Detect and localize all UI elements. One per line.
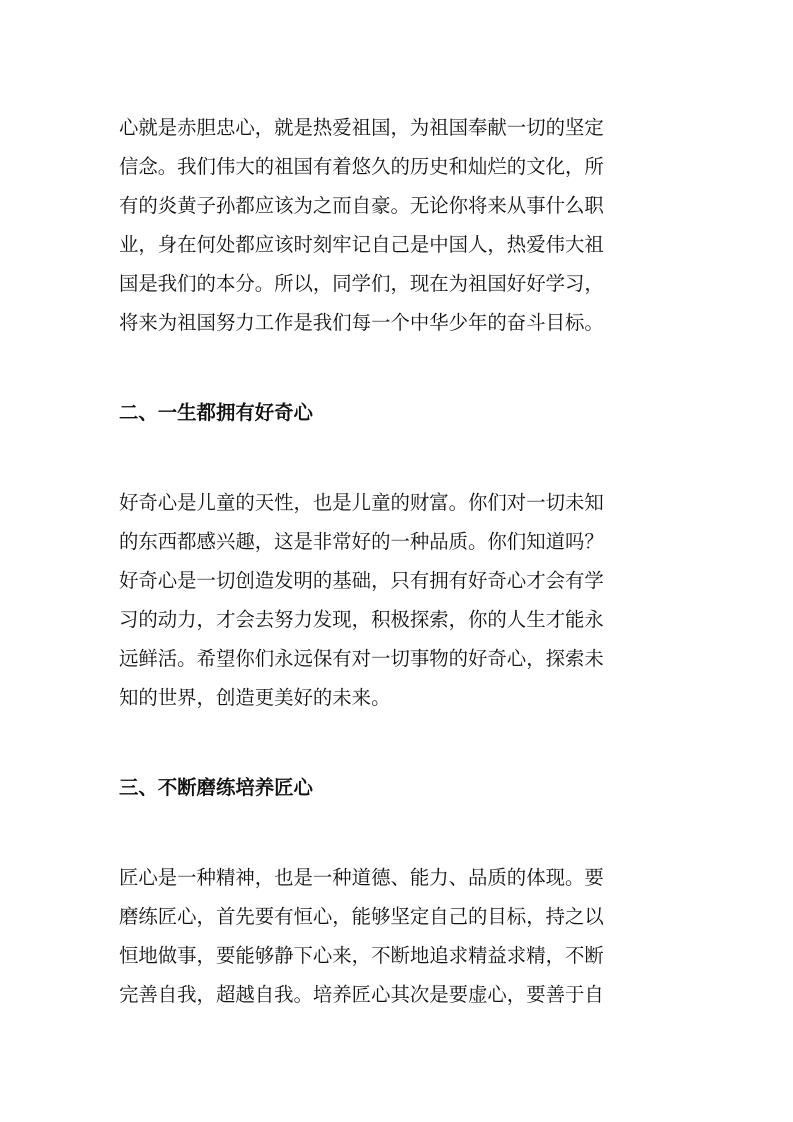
section-heading-curiosity: 二、一生都拥有好奇心 (119, 401, 313, 424)
spacer (119, 717, 679, 768)
text-line: 将来为祖国努力工作是我们每一个中华少年的奋斗目标。 (119, 311, 604, 334)
text-line: 业，身在何处都应该时刻牢记自己是中国人，热爱伟大祖 (119, 233, 604, 256)
text-line: 有的炎黄子孙都应该为之而自豪。无论你将来从事什么职 (119, 194, 604, 217)
text-line: 的东西都感兴趣，这是非常好的一种品质。你们知道吗？ (119, 530, 604, 553)
text-line: 完善自我，超越自我。培养匠心其次是要虚心，要善于自 (119, 983, 604, 1006)
text-line: 心就是赤胆忠心，就是热爱祖国，为祖国奉献一切的坚定 (119, 116, 604, 139)
text-line: 恒地做事，要能够静下心来，不断地追求精益求精，不断 (119, 944, 604, 967)
text-line: 习的动力，才会去努力发现，积极探索，你的人生才能永 (119, 608, 604, 631)
text-line: 远鲜活。希望你们永远保有对一切事物的好奇心，探索未 (119, 647, 604, 670)
text-line: 好奇心是一切创造发明的基础，只有拥有好奇心才会有学 (119, 569, 604, 592)
text-line: 国是我们的本分。所以，同学们，现在为祖国好好学习， (119, 272, 604, 295)
spacer (119, 807, 679, 858)
paragraph-craftsmanship (119, 858, 679, 1014)
text-line: 好奇心是儿童的天性，也是儿童的财富。你们对一切未知 (119, 491, 604, 514)
paragraph-patriotism (119, 108, 679, 342)
text-line: 磨练匠心，首先要有恒心，能够坚定自己的目标，持之以 (119, 905, 604, 928)
spacer (119, 432, 679, 483)
text-line: 信念。我们伟大的祖国有着悠久的历史和灿烂的文化，所 (119, 155, 604, 178)
spacer (119, 342, 679, 393)
paragraph-curiosity (119, 483, 679, 717)
text-line: 知的世界，创造更美好的未来。 (119, 686, 391, 709)
section-heading-craftsmanship: 三、不断磨练培养匠心 (119, 776, 313, 799)
document-content (119, 108, 679, 1014)
text-line: 匠心是一种精神，也是一种道德、能力、品质的体现。要 (119, 866, 604, 889)
